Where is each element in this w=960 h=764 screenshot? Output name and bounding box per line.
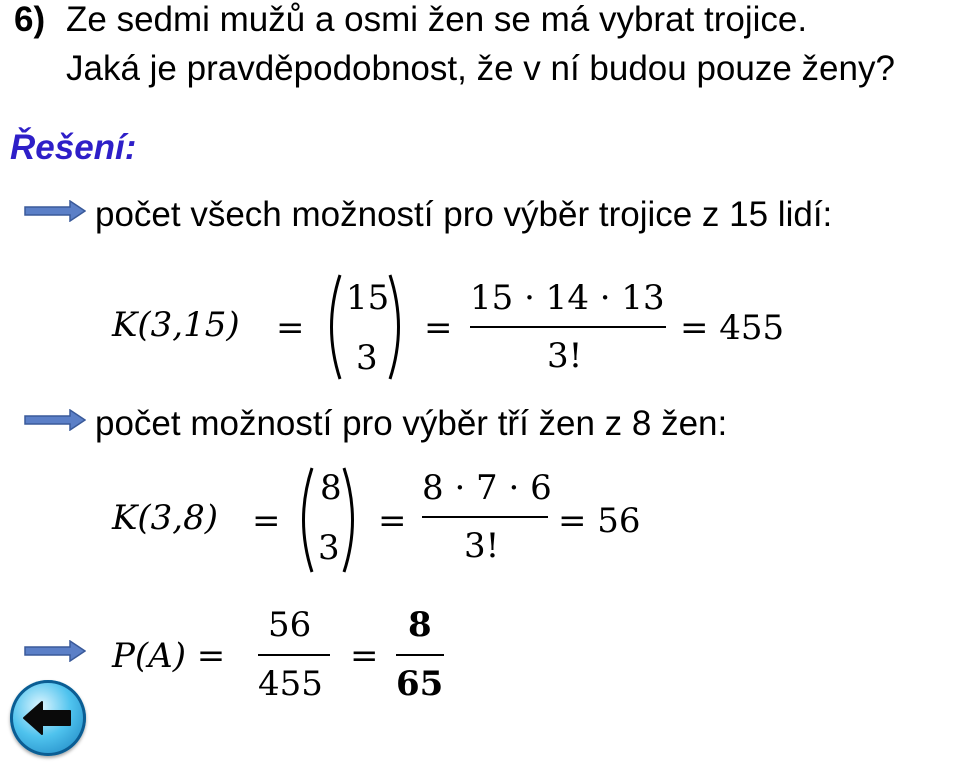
arrow-right-icon	[24, 640, 86, 662]
eq2-result: = 56	[558, 501, 641, 541]
step-1-text: počet všech možností pro výběr trojice z 15 lidí:	[95, 195, 833, 234]
arrow-right-icon	[24, 200, 86, 222]
eq1-equals-a: =	[276, 308, 305, 348]
solution-label: Řešení:	[10, 128, 137, 167]
eq1-equals-b: =	[424, 308, 453, 348]
eq2-left-paren	[292, 465, 316, 575]
eq3-numerator: 56	[268, 605, 312, 645]
eq3-result-numerator: 8	[408, 605, 432, 645]
eq1-binom-top: 15	[346, 278, 390, 318]
eq1-lhs: K(3,15)	[112, 305, 240, 345]
eq1-binom-bottom: 3	[356, 338, 378, 378]
eq1-left-paren	[320, 272, 344, 382]
arrow-left-icon	[22, 698, 74, 738]
question-line-2: Jaká je pravděpodobnost, že v ní budou pouze ženy?	[66, 49, 895, 88]
task-number: 6)	[14, 0, 46, 39]
back-button[interactable]	[10, 680, 86, 756]
eq3-fraction-line	[258, 654, 330, 656]
question-line-1: Ze sedmi mužů a osmi žen se má vybrat trojice.	[66, 0, 808, 39]
eq1-denominator: 3!	[547, 336, 583, 376]
eq2-equals-a: =	[252, 501, 281, 541]
eq3-denominator: 455	[258, 664, 323, 704]
step-2-text: počet možností pro výběr tří žen z 8 žen:	[95, 404, 728, 443]
eq2-right-paren	[340, 465, 364, 575]
eq2-binom-bottom: 3	[318, 528, 340, 568]
arrow-right-icon	[24, 409, 86, 431]
eq1-result: = 455	[680, 308, 785, 348]
eq1-fraction-line	[470, 326, 666, 328]
eq3-equals: =	[350, 636, 379, 676]
eq2-lhs: K(3,8)	[112, 498, 219, 538]
eq1-right-paren	[386, 272, 410, 382]
eq3-lhs: P(A) =	[112, 636, 226, 676]
eq2-fraction-line	[422, 516, 548, 518]
eq3-result-fraction-line	[396, 654, 444, 656]
eq1-numerator: 15 · 14 · 13	[470, 278, 665, 318]
eq2-binom-top: 8	[320, 468, 342, 508]
eq2-equals-b: =	[378, 501, 407, 541]
eq3-result-denominator: 65	[396, 664, 444, 704]
eq2-denominator: 3!	[464, 526, 500, 566]
eq2-numerator: 8 · 7 · 6	[422, 468, 552, 508]
